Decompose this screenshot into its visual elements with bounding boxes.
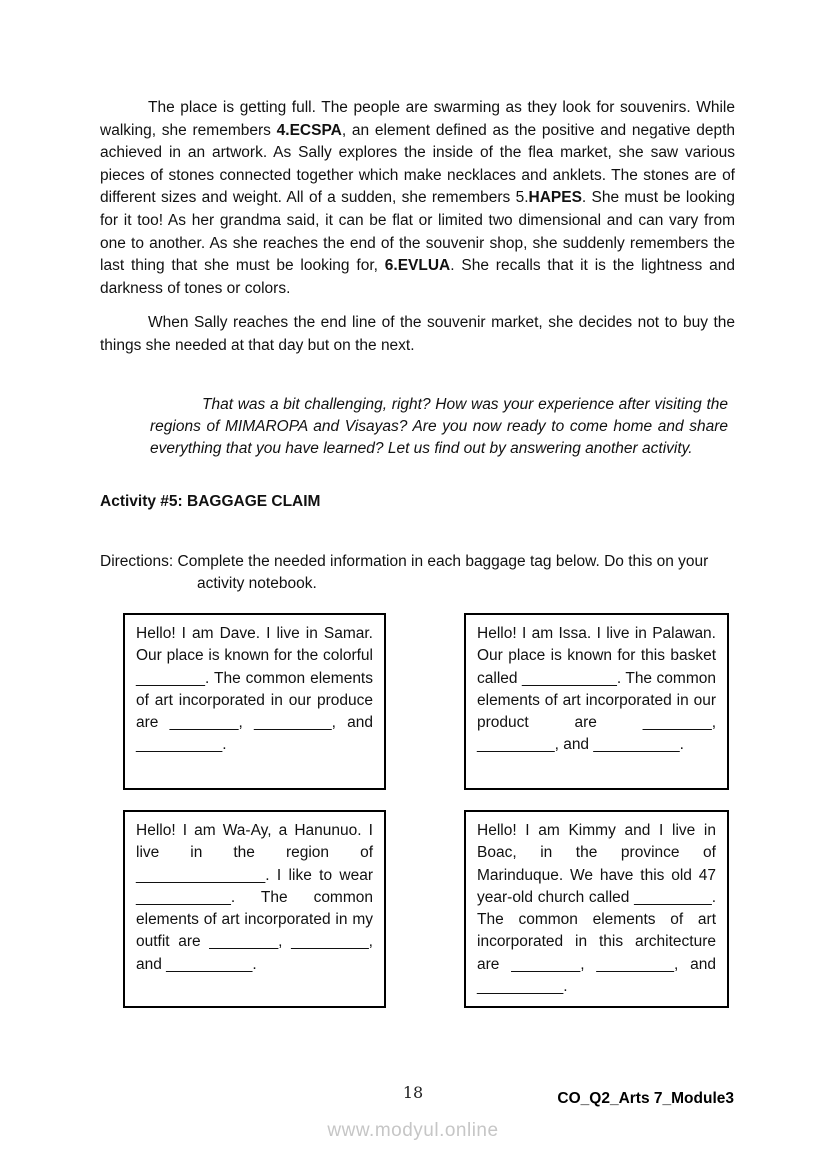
page-body bbox=[100, 97, 735, 1028]
story-paragraph-1: The place is getting full. The people are swarming as they look for souvenirs. While walking, she remembers 4.ECSPA, an element defined as the positive and negative depth achieved in an artwork. As Sally explores the inside of the flea market, she saw various pieces of stones connected together which make necklaces and anklets. The stones are of different sizes and weight. All of a sudden, she remembers 5.HAPES. She must be looking for it too! As her grandma said, it can be flat or limited two dimensional and can vary from one to another. As she reaches the end of the souvenir shop, she suddenly remembers the last thing that she must be looking for, 6.EVLUA. She recalls that it is the lightness and darkness of tones or colors. bbox=[100, 99, 736, 297]
activity-heading: Activity #5: BAGGAGE CLAIM bbox=[100, 492, 321, 510]
baggage-tag-wa-ay: Hello! I am Wa-Ay, a Hanunuo. I live in the region of _______________. I like to wear ___________. The common elements of art incorporated in my outfit are ________, _________, and __________. bbox=[123, 810, 386, 1008]
page-number: 18 bbox=[402, 1083, 424, 1102]
baggage-tag-row-1 bbox=[123, 613, 735, 790]
watermark: www.modyul.online bbox=[327, 1120, 499, 1141]
directions-text: Directions: Complete the needed information in each baggage tag below. Do this on your activity notebook. bbox=[100, 552, 709, 593]
baggage-tag-issa: Hello! I am Issa. I live in Palawan. Our place is known for this basket called ___________. The common elements of art incorporated in our product are ________, _________, and __________. bbox=[464, 613, 729, 790]
baggage-tag-row-2 bbox=[123, 810, 735, 1008]
baggage-tag-dave: Hello! I am Dave. I live in Samar. Our place is known for the colorful ________. The common elements of art incorporated in our produce are ________, _________, and __________. bbox=[123, 613, 386, 790]
transition-note: That was a bit challenging, right? How was your experience after visiting the regions of MIMAROPA and Visayas? Are you now ready to come home and share everything that you have learned? Let us find out by answering another activity. bbox=[150, 395, 728, 458]
baggage-tags bbox=[123, 613, 735, 1008]
module-code: CO_Q2_Arts 7_Module3 bbox=[557, 1090, 734, 1107]
baggage-tag-kimmy: Hello! I am Kimmy and I live in Boac, in the province of Marinduque. We have this old 47 year-old church called _________. The common elements of art incorporated in this architecture are ________, _________, and __________. bbox=[464, 810, 729, 1008]
story-paragraph-2: When Sally reaches the end line of the souvenir market, she decides not to buy the things she needed at that day but on the next. bbox=[100, 314, 735, 354]
